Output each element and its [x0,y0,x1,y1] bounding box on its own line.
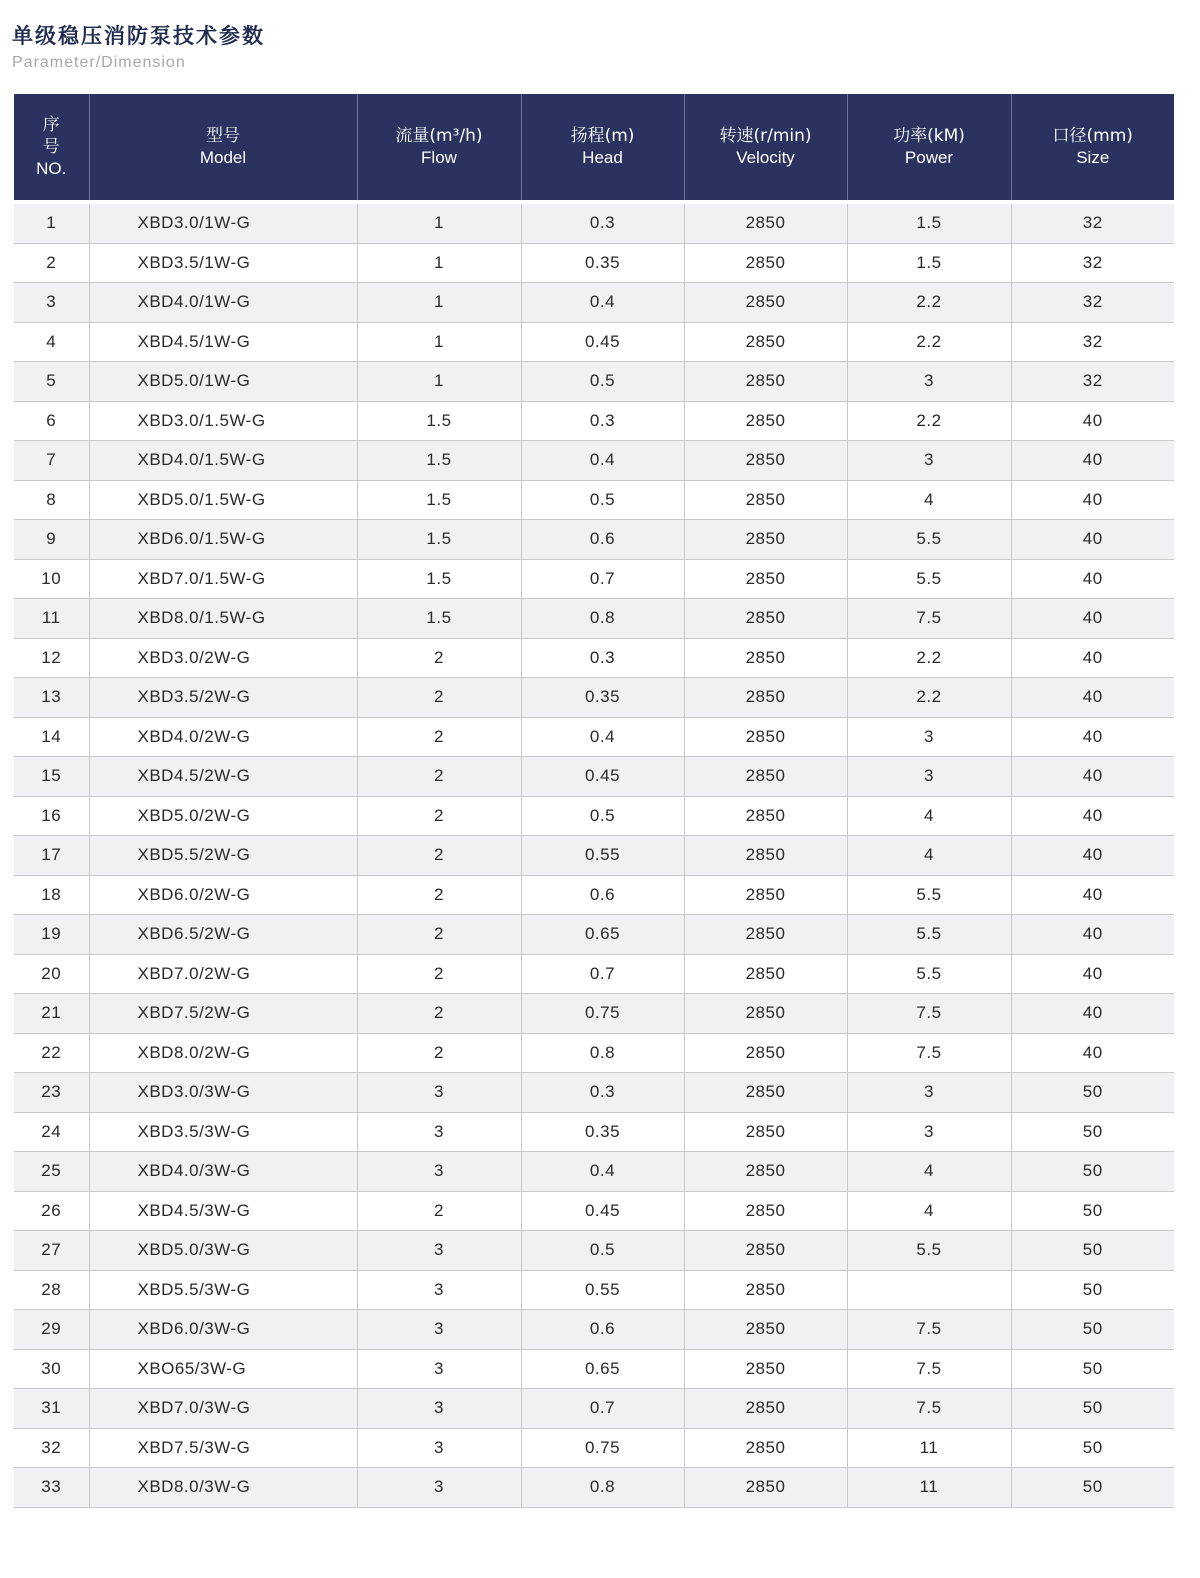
cell-flow: 2 [357,994,521,1034]
cell-velocity: 2850 [684,480,847,520]
cell-power: 4 [847,1191,1011,1231]
cell-no: 12 [14,638,89,678]
cell-flow: 2 [357,954,521,994]
cell-power: 3 [847,441,1011,481]
cell-power: 4 [847,480,1011,520]
cell-no: 11 [14,599,89,639]
cell-flow: 3 [357,1468,521,1508]
cell-head: 0.75 [521,994,684,1034]
cell-flow: 2 [357,915,521,955]
table-row [14,362,1174,402]
cell-flow: 3 [357,1231,521,1271]
table-row [14,678,1174,718]
cell-no: 26 [14,1191,89,1231]
column-header-zh: 转速(r/min) [719,126,812,146]
cell-power: 5.5 [847,559,1011,599]
cell-model: XBD5.0/1W-G [89,362,357,402]
table-row [14,1152,1174,1192]
cell-size: 40 [1011,836,1174,876]
table-row [14,283,1174,323]
cell-velocity: 2850 [684,1468,847,1508]
cell-model: XBD8.0/1.5W-G [89,599,357,639]
cell-head: 0.35 [521,678,684,718]
table-row [14,1468,1174,1508]
column-header-zh: 扬程(m) [570,126,635,146]
cell-head: 0.3 [521,638,684,678]
column-header-en: Model [199,148,247,167]
cell-power: 3 [847,757,1011,797]
cell-power: 2.2 [847,638,1011,678]
table-row [14,915,1174,955]
header-row [14,94,1174,202]
cell-velocity: 2850 [684,1310,847,1350]
cell-power: 4 [847,836,1011,876]
cell-size: 40 [1011,954,1174,994]
cell-velocity: 2850 [684,1073,847,1113]
cell-head: 0.6 [521,875,684,915]
cell-size: 40 [1011,1033,1174,1073]
cell-velocity: 2850 [684,1270,847,1310]
cell-power: 7.5 [847,1033,1011,1073]
cell-no: 17 [14,836,89,876]
cell-power: 1.5 [847,243,1011,283]
table-row [14,520,1174,560]
cell-size: 32 [1011,243,1174,283]
table-row [14,1033,1174,1073]
cell-no: 18 [14,875,89,915]
cell-model: XBD3.0/1.5W-G [89,401,357,441]
column-header-head [521,94,684,202]
cell-flow: 3 [357,1073,521,1113]
cell-size: 40 [1011,480,1174,520]
cell-flow: 1 [357,322,521,362]
cell-no: 32 [14,1428,89,1468]
cell-size: 50 [1011,1112,1174,1152]
page-subtitle: Parameter/Dimension [12,54,186,71]
cell-power: 5.5 [847,954,1011,994]
table-row [14,559,1174,599]
cell-power: 7.5 [847,1310,1011,1350]
cell-model: XBD6.0/3W-G [89,1310,357,1350]
cell-model: XBD3.5/1W-G [89,243,357,283]
cell-head: 0.4 [521,441,684,481]
cell-power: 3 [847,717,1011,757]
column-header-zh: 序号 [42,115,60,157]
cell-head: 0.3 [521,202,684,243]
cell-model: XBD7.5/3W-G [89,1428,357,1468]
cell-velocity: 2850 [684,362,847,402]
cell-model: XBD4.5/2W-G [89,757,357,797]
cell-power: 7.5 [847,1349,1011,1389]
table-row [14,401,1174,441]
column-header-en: Size [1076,148,1110,167]
cell-velocity: 2850 [684,520,847,560]
cell-size: 40 [1011,678,1174,718]
cell-flow: 2 [357,796,521,836]
cell-head: 0.5 [521,480,684,520]
cell-velocity: 2850 [684,678,847,718]
cell-power: 5.5 [847,1231,1011,1271]
cell-flow: 1.5 [357,401,521,441]
cell-velocity: 2850 [684,559,847,599]
cell-velocity: 2850 [684,599,847,639]
cell-velocity: 2850 [684,1112,847,1152]
cell-velocity: 2850 [684,836,847,876]
cell-size: 40 [1011,994,1174,1034]
cell-head: 0.8 [521,1468,684,1508]
cell-model: XBD8.0/3W-G [89,1468,357,1508]
cell-head: 0.4 [521,1152,684,1192]
cell-flow: 2 [357,1191,521,1231]
column-header-zh: 流量(m³/h) [395,126,483,146]
cell-size: 50 [1011,1468,1174,1508]
cell-head: 0.8 [521,1033,684,1073]
column-header-en: Velocity [736,148,795,167]
cell-head: 0.6 [521,520,684,560]
cell-no: 8 [14,480,89,520]
parameter-table [14,94,1174,1508]
cell-velocity: 2850 [684,1152,847,1192]
cell-head: 0.3 [521,401,684,441]
table-row [14,480,1174,520]
cell-head: 0.5 [521,1231,684,1271]
cell-velocity: 2850 [684,796,847,836]
cell-size: 40 [1011,757,1174,797]
cell-no: 9 [14,520,89,560]
table-row [14,1270,1174,1310]
cell-power: 7.5 [847,994,1011,1034]
cell-power: 7.5 [847,599,1011,639]
column-header-zh: 口径(mm) [1052,126,1133,146]
table-row [14,1112,1174,1152]
cell-model: XBD8.0/2W-G [89,1033,357,1073]
column-header-en: Power [904,148,954,167]
cell-power: 2.2 [847,401,1011,441]
cell-no: 13 [14,678,89,718]
cell-model: XBD6.0/1.5W-G [89,520,357,560]
cell-model: XBD4.5/1W-G [89,322,357,362]
cell-no: 5 [14,362,89,402]
cell-size: 32 [1011,202,1174,243]
cell-model: XBD3.0/1W-G [89,202,357,243]
cell-power: 2.2 [847,322,1011,362]
cell-velocity: 2850 [684,283,847,323]
table-body [14,202,1174,1507]
page-title: 单级稳压消防泵技术参数 [12,24,265,48]
cell-no: 1 [14,202,89,243]
cell-size: 40 [1011,520,1174,560]
cell-no: 6 [14,401,89,441]
cell-size: 50 [1011,1231,1174,1271]
cell-size: 50 [1011,1270,1174,1310]
table-row [14,757,1174,797]
column-header-power [847,94,1011,202]
cell-power: 2.2 [847,283,1011,323]
cell-model: XBD3.0/3W-G [89,1073,357,1113]
cell-model: XBD6.5/2W-G [89,915,357,955]
cell-flow: 1.5 [357,559,521,599]
cell-power: 3 [847,362,1011,402]
cell-head: 0.4 [521,283,684,323]
cell-no: 22 [14,1033,89,1073]
cell-flow: 1.5 [357,441,521,481]
cell-head: 0.45 [521,757,684,797]
cell-size: 40 [1011,638,1174,678]
cell-head: 0.75 [521,1428,684,1468]
cell-velocity: 2850 [684,1349,847,1389]
cell-power: 3 [847,1112,1011,1152]
cell-size: 32 [1011,283,1174,323]
cell-velocity: 2850 [684,994,847,1034]
cell-head: 0.35 [521,243,684,283]
cell-head: 0.65 [521,1349,684,1389]
cell-no: 7 [14,441,89,481]
cell-no: 30 [14,1349,89,1389]
column-header-en: NO. [36,159,67,178]
cell-model: XBD6.0/2W-G [89,875,357,915]
cell-model: XBD4.0/3W-G [89,1152,357,1192]
cell-flow: 3 [357,1310,521,1350]
cell-power: 11 [847,1468,1011,1508]
cell-size: 32 [1011,322,1174,362]
cell-velocity: 2850 [684,243,847,283]
cell-no: 23 [14,1073,89,1113]
cell-power [847,1270,1011,1310]
cell-flow: 1.5 [357,520,521,560]
cell-flow: 2 [357,836,521,876]
cell-no: 28 [14,1270,89,1310]
cell-size: 50 [1011,1389,1174,1429]
cell-power: 5.5 [847,915,1011,955]
cell-size: 50 [1011,1191,1174,1231]
column-header-no [14,94,89,202]
cell-head: 0.45 [521,1191,684,1231]
cell-no: 25 [14,1152,89,1192]
cell-flow: 2 [357,875,521,915]
cell-power: 5.5 [847,520,1011,560]
cell-no: 4 [14,322,89,362]
table-row [14,202,1174,243]
cell-head: 0.55 [521,1270,684,1310]
cell-size: 40 [1011,915,1174,955]
table-row [14,1428,1174,1468]
cell-size: 40 [1011,875,1174,915]
cell-head: 0.4 [521,717,684,757]
table-row [14,836,1174,876]
cell-flow: 3 [357,1152,521,1192]
cell-model: XBD7.0/3W-G [89,1389,357,1429]
cell-no: 21 [14,994,89,1034]
cell-model: XBO65/3W-G [89,1349,357,1389]
cell-flow: 1.5 [357,599,521,639]
cell-size: 40 [1011,401,1174,441]
cell-size: 32 [1011,362,1174,402]
column-header-zh: 型号 [206,126,240,146]
table-header [14,94,1174,202]
cell-size: 40 [1011,796,1174,836]
column-header-velocity [684,94,847,202]
table-row [14,994,1174,1034]
table-row [14,1349,1174,1389]
cell-model: XBD4.5/3W-G [89,1191,357,1231]
cell-power: 11 [847,1428,1011,1468]
cell-size: 50 [1011,1310,1174,1350]
table-row [14,796,1174,836]
cell-flow: 3 [357,1112,521,1152]
cell-head: 0.5 [521,796,684,836]
cell-velocity: 2850 [684,322,847,362]
cell-flow: 1.5 [357,480,521,520]
cell-velocity: 2850 [684,1389,847,1429]
cell-model: XBD4.0/1W-G [89,283,357,323]
cell-head: 0.8 [521,599,684,639]
cell-velocity: 2850 [684,441,847,481]
cell-velocity: 2850 [684,1191,847,1231]
cell-velocity: 2850 [684,717,847,757]
cell-model: XBD4.0/1.5W-G [89,441,357,481]
column-header-flow [357,94,521,202]
cell-velocity: 2850 [684,954,847,994]
cell-velocity: 2850 [684,202,847,243]
cell-velocity: 2850 [684,638,847,678]
cell-size: 40 [1011,599,1174,639]
table-row [14,875,1174,915]
table-row [14,322,1174,362]
cell-model: XBD5.0/1.5W-G [89,480,357,520]
table-row [14,1310,1174,1350]
cell-head: 0.65 [521,915,684,955]
cell-head: 0.7 [521,954,684,994]
cell-no: 29 [14,1310,89,1350]
cell-head: 0.35 [521,1112,684,1152]
column-header-en: Flow [421,148,457,167]
cell-no: 19 [14,915,89,955]
cell-model: XBD3.5/2W-G [89,678,357,718]
cell-flow: 3 [357,1270,521,1310]
cell-power: 4 [847,796,1011,836]
table-row [14,243,1174,283]
cell-size: 40 [1011,717,1174,757]
table-row [14,441,1174,481]
column-header-model [89,94,357,202]
cell-flow: 3 [357,1349,521,1389]
cell-no: 2 [14,243,89,283]
cell-head: 0.55 [521,836,684,876]
cell-head: 0.7 [521,559,684,599]
table-row [14,599,1174,639]
cell-flow: 2 [357,1033,521,1073]
table-row [14,1073,1174,1113]
table-row [14,1231,1174,1271]
cell-model: XBD5.0/2W-G [89,796,357,836]
cell-power: 7.5 [847,1389,1011,1429]
cell-no: 24 [14,1112,89,1152]
cell-no: 33 [14,1468,89,1508]
table-row [14,954,1174,994]
cell-velocity: 2850 [684,401,847,441]
cell-velocity: 2850 [684,1033,847,1073]
cell-no: 14 [14,717,89,757]
cell-flow: 2 [357,678,521,718]
table-row [14,1389,1174,1429]
cell-velocity: 2850 [684,1231,847,1271]
cell-size: 50 [1011,1152,1174,1192]
cell-flow: 1 [357,243,521,283]
cell-model: XBD5.5/3W-G [89,1270,357,1310]
cell-velocity: 2850 [684,915,847,955]
cell-model: XBD5.5/2W-G [89,836,357,876]
cell-model: XBD7.0/2W-G [89,954,357,994]
cell-size: 40 [1011,559,1174,599]
cell-no: 16 [14,796,89,836]
cell-size: 40 [1011,441,1174,481]
cell-flow: 3 [357,1389,521,1429]
column-header-en: Head [582,148,623,167]
cell-model: XBD5.0/3W-G [89,1231,357,1271]
cell-power: 3 [847,1073,1011,1113]
cell-size: 50 [1011,1428,1174,1468]
cell-power: 5.5 [847,875,1011,915]
cell-no: 31 [14,1389,89,1429]
cell-no: 3 [14,283,89,323]
cell-head: 0.45 [521,322,684,362]
cell-no: 20 [14,954,89,994]
cell-head: 0.6 [521,1310,684,1350]
cell-flow: 1 [357,202,521,243]
cell-velocity: 2850 [684,757,847,797]
cell-flow: 2 [357,638,521,678]
cell-velocity: 2850 [684,875,847,915]
cell-flow: 3 [357,1428,521,1468]
cell-size: 50 [1011,1349,1174,1389]
cell-flow: 1 [357,362,521,402]
column-header-zh: 功率(kM) [893,126,965,146]
cell-head: 0.7 [521,1389,684,1429]
table-row [14,717,1174,757]
cell-power: 1.5 [847,202,1011,243]
table-row [14,638,1174,678]
column-header-size [1011,94,1174,202]
cell-model: XBD3.5/3W-G [89,1112,357,1152]
cell-flow: 1 [357,283,521,323]
cell-power: 4 [847,1152,1011,1192]
cell-model: XBD7.0/1.5W-G [89,559,357,599]
cell-size: 50 [1011,1073,1174,1113]
cell-model: XBD3.0/2W-G [89,638,357,678]
cell-no: 10 [14,559,89,599]
cell-head: 0.3 [521,1073,684,1113]
cell-flow: 2 [357,717,521,757]
cell-no: 15 [14,757,89,797]
cell-power: 2.2 [847,678,1011,718]
cell-velocity: 2850 [684,1428,847,1468]
cell-no: 27 [14,1231,89,1271]
cell-model: XBD4.0/2W-G [89,717,357,757]
cell-head: 0.5 [521,362,684,402]
cell-model: XBD7.5/2W-G [89,994,357,1034]
table-row [14,1191,1174,1231]
cell-flow: 2 [357,757,521,797]
